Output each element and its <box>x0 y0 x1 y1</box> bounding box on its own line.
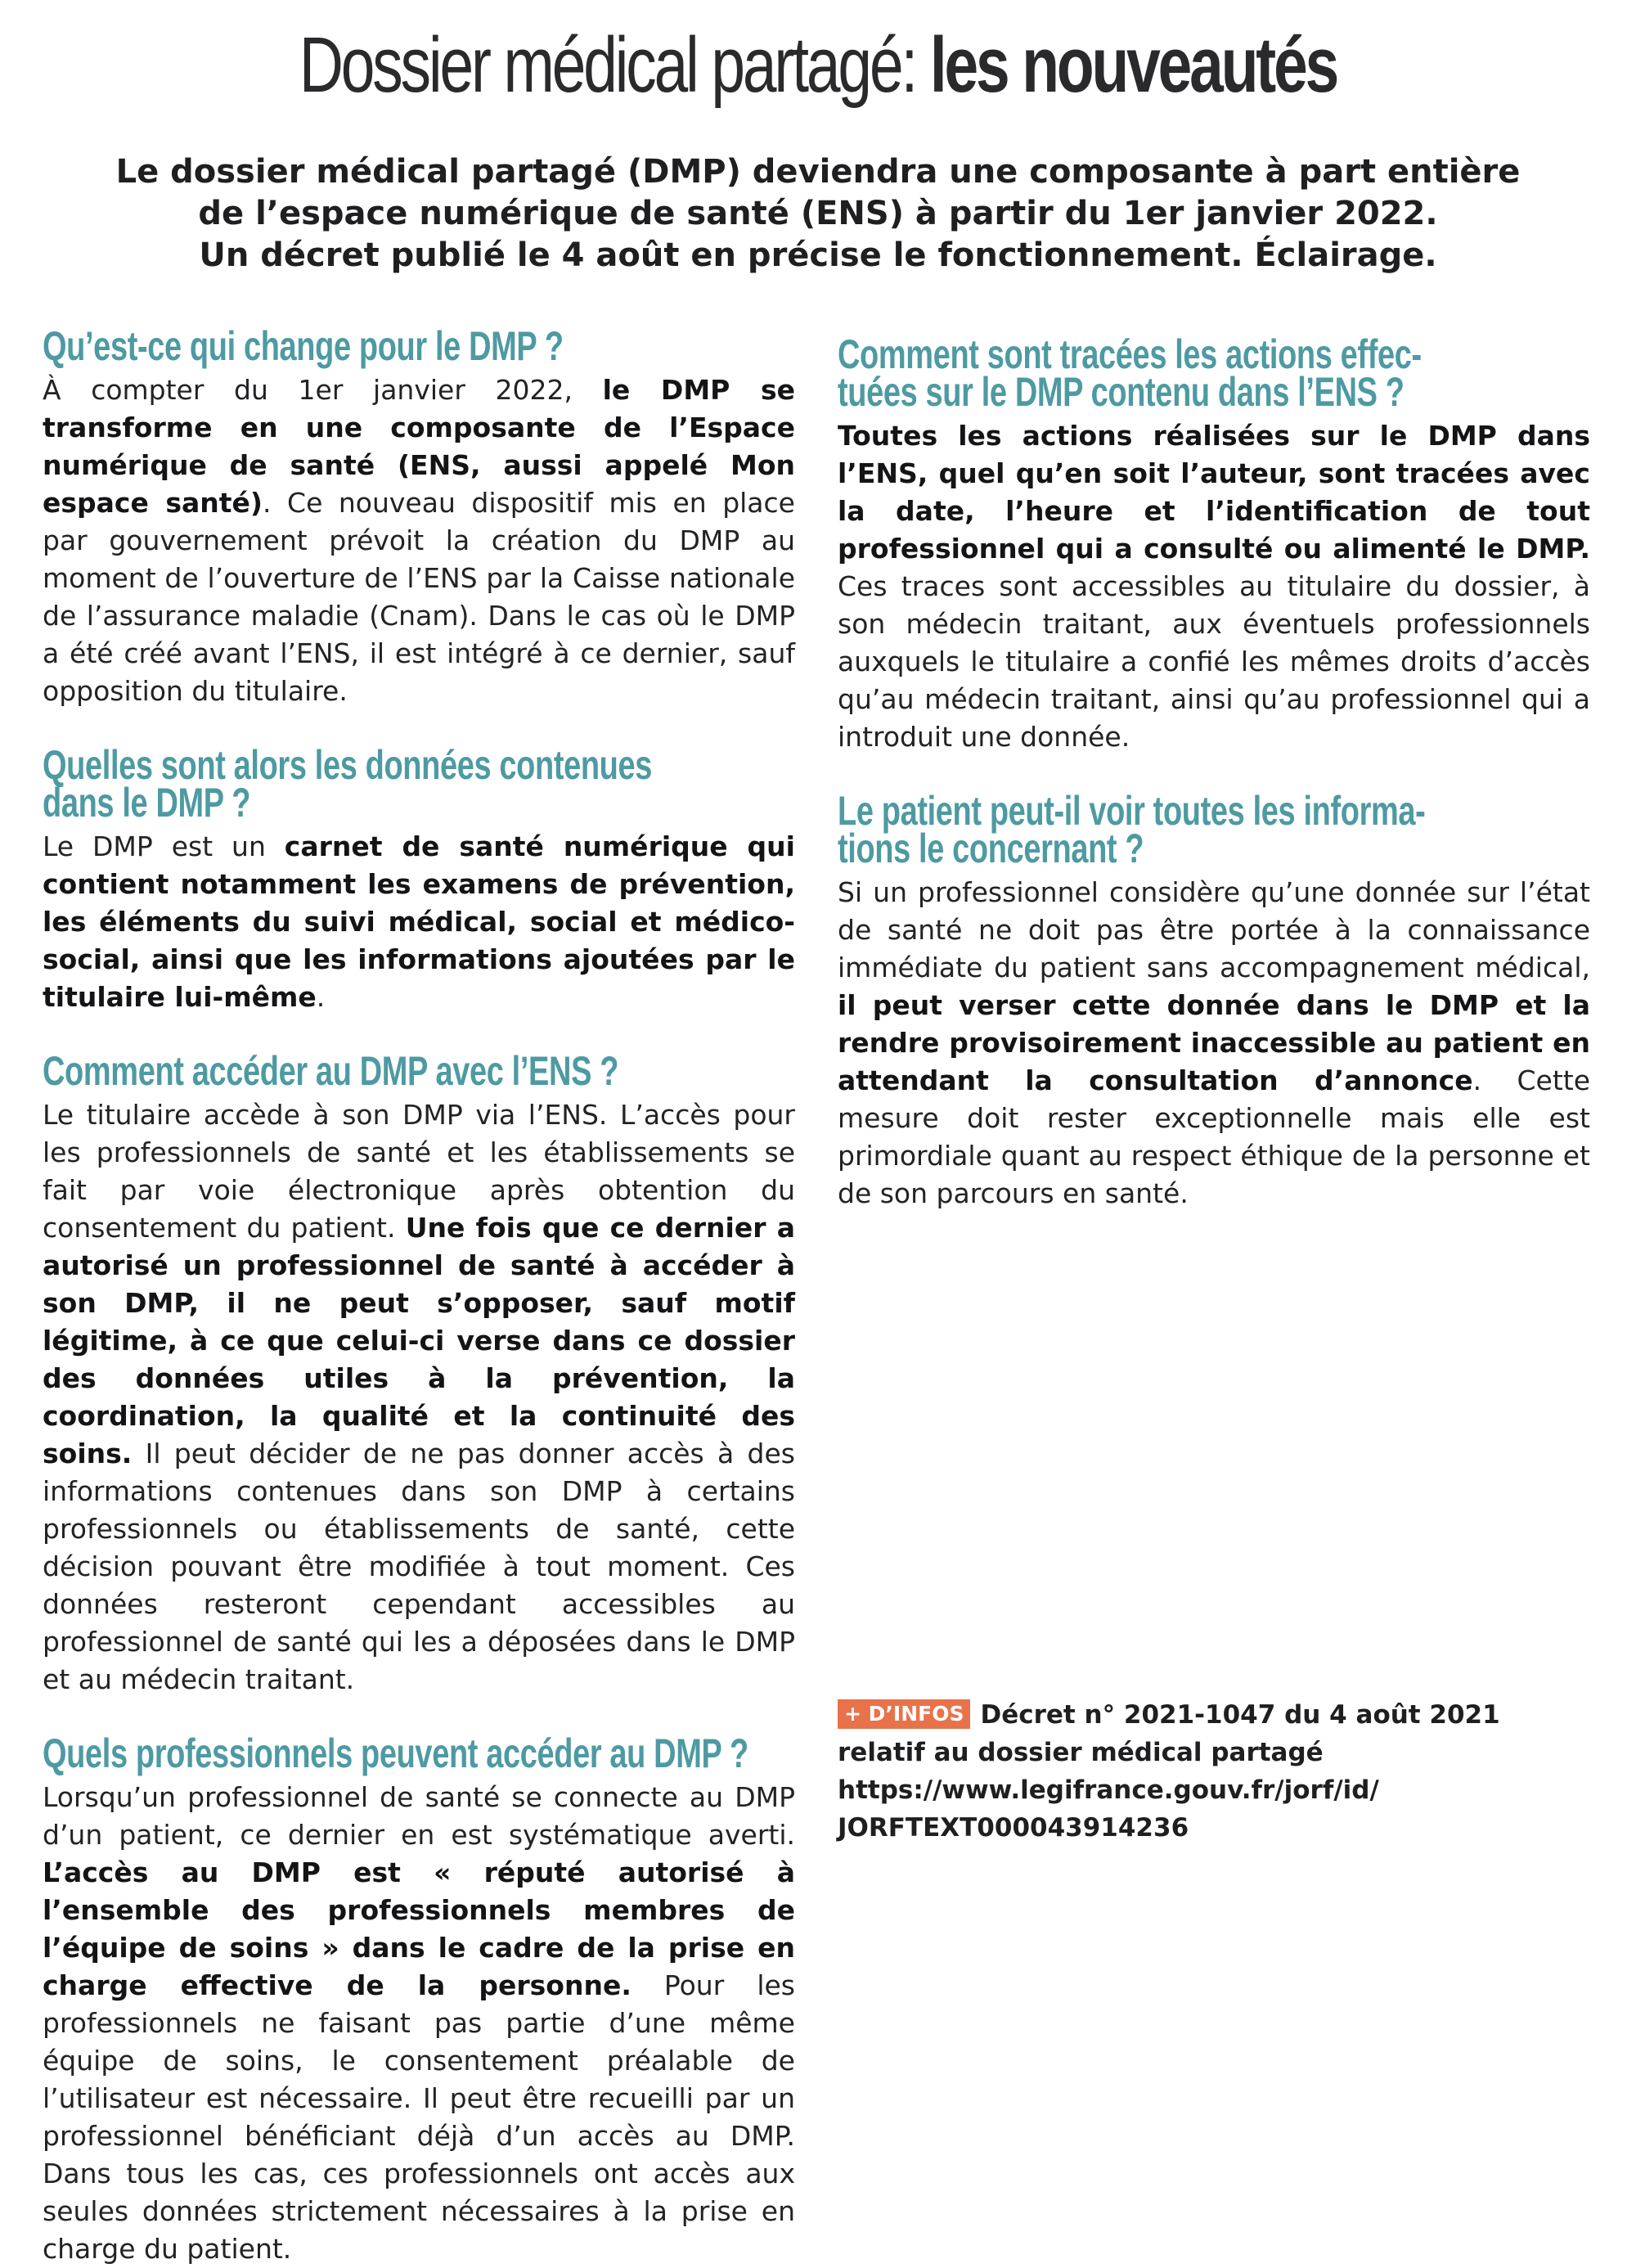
legifrance-link-id[interactable]: JORFTEXT000043914236 <box>838 1813 1189 1843</box>
right-column <box>838 331 1590 1213</box>
section-body: Toutes les actions réalisées sur le DMP dans l’ENS, quel qu’en soit l’auteur, sont tracées avec la date, l’heure et l’identification de tout professionnel qui a consulté ou alimenté le DMP. Ces traces sont accessibles au titulaire du dossier, à son médecin traitant, aux éventuels professionnels auxquels le titulaire a confié les mêmes droits d’accès qu’au médecin traitant, ainsi qu’au professionnel qui a introduit une donnée. <box>838 420 1590 753</box>
decree-subject: relatif au dossier médical partagé <box>838 1738 1324 1767</box>
section-heading: Quelles sont alors les données contenues dans le DMP ? <box>43 742 653 826</box>
section-body: Le DMP est un carnet de santé numérique qui contient notamment les examens de prévention, les éléments du suivi médical, social et médico-social, ainsi que les informations ajoutées par le titulaire lui-même. <box>43 830 795 1013</box>
section-body: Le titulaire accède à son DMP via l’ENS. L’accès pour les professionnels de santé et les établissements se fait par voie électronique après obtention du consentement du patient. Une fois que ce dernier a autorisé un professionnel de santé à accéder à son DMP, il ne peut s’opposer, sauf motif légitime, à ce que celui-ci verse dans ce dossier des données utiles à la prévention, la coordination, la qualité et la continuité des soins. Il peut décider de ne pas donner accès à des informations contenues dans son DMP à certains professionnels ou établissements de santé, cette décision pouvant être modifiée à tout moment. Ces données resteront cependant accessibles au professionnel de santé qui les a déposées dans le DMP et au médecin traitant. <box>43 1099 795 1695</box>
article-lede <box>82 151 1554 277</box>
section-heading: Qu’est-ce qui change pour le DMP ? <box>43 323 564 369</box>
section-heading: Comment accéder au DMP avec l’ENS ? <box>43 1048 619 1094</box>
section-heading: Le patient peut-il voir toutes les informa- tions le concernant ? <box>838 788 1426 871</box>
section-body: Lorsqu’un professionnel de santé se connecte au DMP d’un patient, ce dernier en est systématique averti. L’accès au DMP est « réputé autorisé à l’ensemble des professionnels membres de l’équipe de soins » dans le cadre de la prise en charge effective de la personne. Pour les professionnels ne faisant pas partie d’une même équipe de soins, le consentement préalable de l’utilisateur est nécessaire. Il peut être recueilli par un professionnel bénéficiant déjà d’un accès au DMP. Dans tous les cas, ces professionnels ont accès aux seules données strictement nécessaires à la prise en charge du patient. <box>43 1781 795 2265</box>
more-info-badge: + D’INFOS <box>838 1699 970 1729</box>
section-body: À compter du 1er janvier 2022, le DMP se transforme en une composante de l’Espace numérique de santé (ENS, aussi appelé Mon espace santé). Ce nouveau dispositif mis en place par gouvernement prévoit la création du DMP au moment de l’ouverture de l’ENS par la Caisse nationale de l’assurance maladie (Cnam). Dans le cas où le DMP a été créé avant l’ENS, il est intégré à ce dernier, sauf opposition du titulaire. <box>43 374 795 707</box>
section-body: Si un professionnel considère qu’une donnée sur l’état de santé ne doit pas être portée à la connaissance immédiate du patient sans accompagnement médical, il peut verser cette donnée dans le DMP et la rendre provisoirement inaccessible au patient en attendant la consultation d’annonce. Cette mesure doit rester exceptionnelle mais elle est primordiale quant au respect éthique de la personne et de son parcours en santé. <box>838 876 1590 1209</box>
legifrance-link[interactable]: https://www.legifrance.gouv.fr/jorf/id/ <box>838 1775 1379 1805</box>
title-bold: les nouveautés <box>929 21 1337 109</box>
more-info-box <box>838 1696 1590 1847</box>
title-regular: Dossier médical partagé: <box>299 21 930 109</box>
decree-reference: Décret n° 2021-1047 du 4 août 2021 <box>980 1700 1500 1730</box>
lede-line: Le dossier médical partagé (DMP) deviendra une composante à part entière <box>115 153 1521 191</box>
section-heading: Quels professionnels peuvent accéder au DMP ? <box>43 1730 748 1776</box>
section-heading: Comment sont tracées les actions effec- tuées sur le DMP contenu dans l’ENS ? <box>838 331 1422 415</box>
lede-line: Un décret publié le 4 août en précise le fonctionnement. Éclairage. <box>199 236 1437 274</box>
left-column <box>43 323 795 2268</box>
lede-line: de l’espace numérique de santé (ENS) à partir du 1er janvier 2022. <box>198 195 1438 232</box>
article-title <box>180 16 1456 115</box>
